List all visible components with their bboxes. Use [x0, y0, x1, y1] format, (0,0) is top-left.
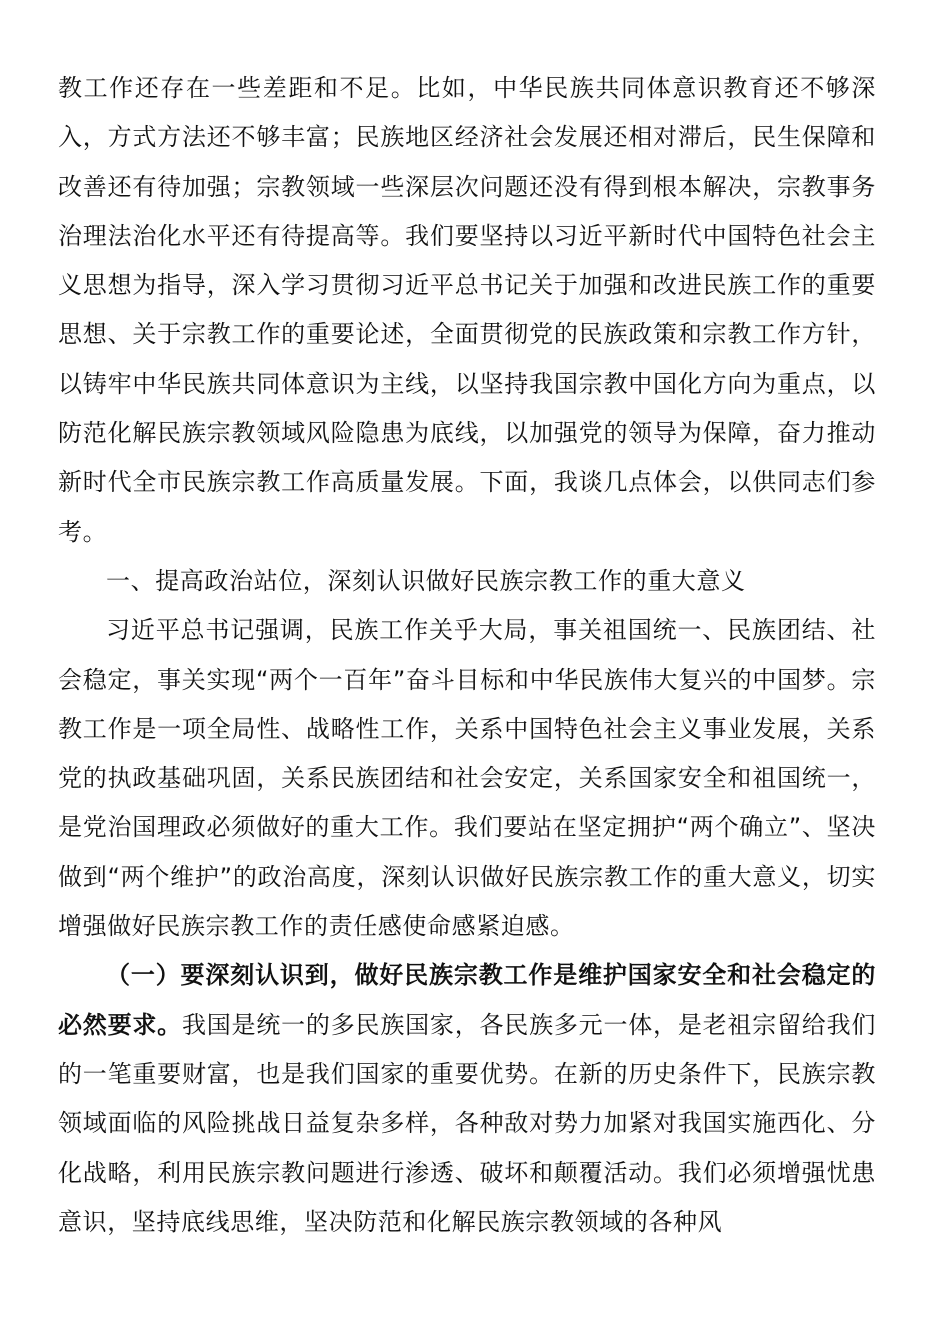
section-heading: 一、提高政治站位，深刻认识做好民族宗教工作的重大意义: [106, 566, 746, 595]
document-body: [58, 64, 876, 1247]
paragraph-with-subheading: [58, 951, 876, 1247]
subheading: （一）要深刻认识到，做好民族宗教工作是维护国家安全和社会稳定的必然要求。: [58, 961, 876, 1039]
paragraph: 习近平总书记强调，民族工作关乎大局，事关祖国统一、民族团结、社会稳定，事关实现“两个一百年”奋斗目标和中华民族伟大复兴的中国梦。宗教工作是一项全局性、战略性工作，关系中国特色社会主义事业发展，关系党的执政基础巩固，关系民族团结和社会安定，关系国家安全和祖国统一，是党治国理政必须做好的重大工作。我们要站在坚定拥护“两个确立”、坚决做到“两个维护”的政治高度，深刻认识做好民族宗教工作的重大意义，切实增强做好民族宗教工作的责任感使命感紧迫感。: [58, 616, 876, 941]
paragraph-continued: 教工作还存在一些差距和不足。比如，中华民族共同体意识教育还不够深入，方式方法还不够丰富；民族地区经济社会发展还相对滞后，民生保障和改善还有待加强；宗教领域一些深层次问题还没有得到根本解决，宗教事务治理法治化水平还有待提高等。我们要坚持以习近平新时代中国特色社会主义思想为指导，深入学习贯彻习近平总书记关于加强和改进民族工作的重要思想、关于宗教工作的重要论述，全面贯彻党的民族政策和宗教工作方针，以铸牢中华民族共同体意识为主线，以坚持我国宗教中国化方向为重点，以防范化解民族宗教领域风险隐患为底线，以加强党的领导为保障，奋力推动新时代全市民族宗教工作高质量发展。下面，我谈几点体会，以供同志们参考。: [58, 74, 876, 546]
paragraph-text: 我国是统一的多民族国家，各民族多元一体，是老祖宗留给我们的一笔重要财富，也是我们国家的重要优势。在新的历史条件下，民族宗教领域面临的风险挑战日益复杂多样，各种敌对势力加紧对我国实施西化、分化战略，利用民族宗教问题进行渗透、破坏和颠覆活动。我们必须增强忧患意识，坚持底线思维，坚决防范和化解民族宗教领域的各种风: [58, 1010, 876, 1236]
